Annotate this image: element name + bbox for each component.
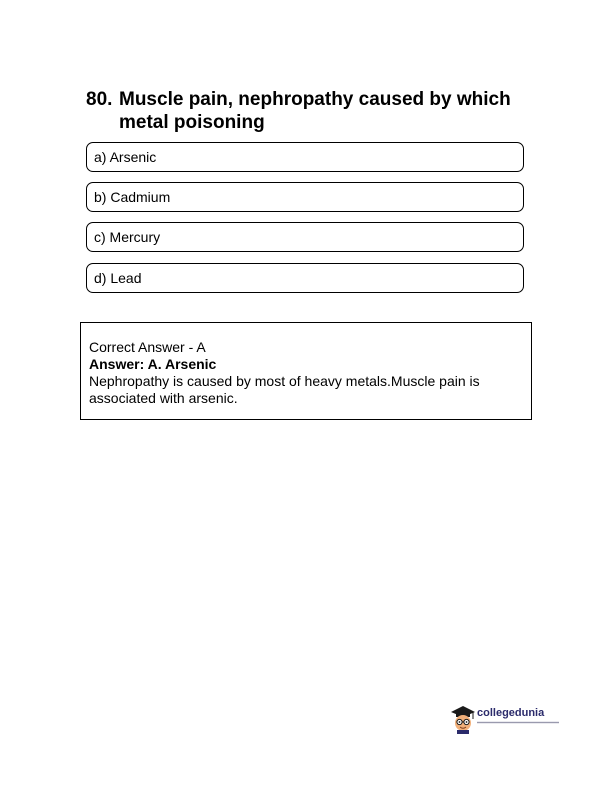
option-d-label: d) Lead xyxy=(94,270,142,286)
option-a[interactable] xyxy=(86,142,524,172)
option-d[interactable] xyxy=(86,263,524,293)
answer-line: Answer: A. Arsenic xyxy=(89,356,217,372)
question-number: 80. xyxy=(86,89,113,110)
option-b-label: b) Cadmium xyxy=(94,189,171,205)
logo-tagline-mark xyxy=(477,721,559,724)
answer-box xyxy=(80,322,532,420)
graduate-mascot-icon xyxy=(450,704,476,734)
option-a-label: a) Arsenic xyxy=(94,149,157,165)
option-b[interactable] xyxy=(86,182,524,212)
correct-answer-line: Correct Answer - A xyxy=(89,339,206,355)
logo-wordmark: collegedunia xyxy=(477,707,545,719)
question-text: Muscle pain, nephropathy caused by which metal poisoning xyxy=(119,89,511,133)
option-c[interactable] xyxy=(86,222,524,252)
question-heading xyxy=(86,88,526,134)
answer-explanation: Nephropathy is caused by most of heavy metals.Muscle pain is associated with arsenic. xyxy=(89,373,480,406)
collegedunia-logo xyxy=(450,704,560,736)
option-c-label: c) Mercury xyxy=(94,229,161,245)
